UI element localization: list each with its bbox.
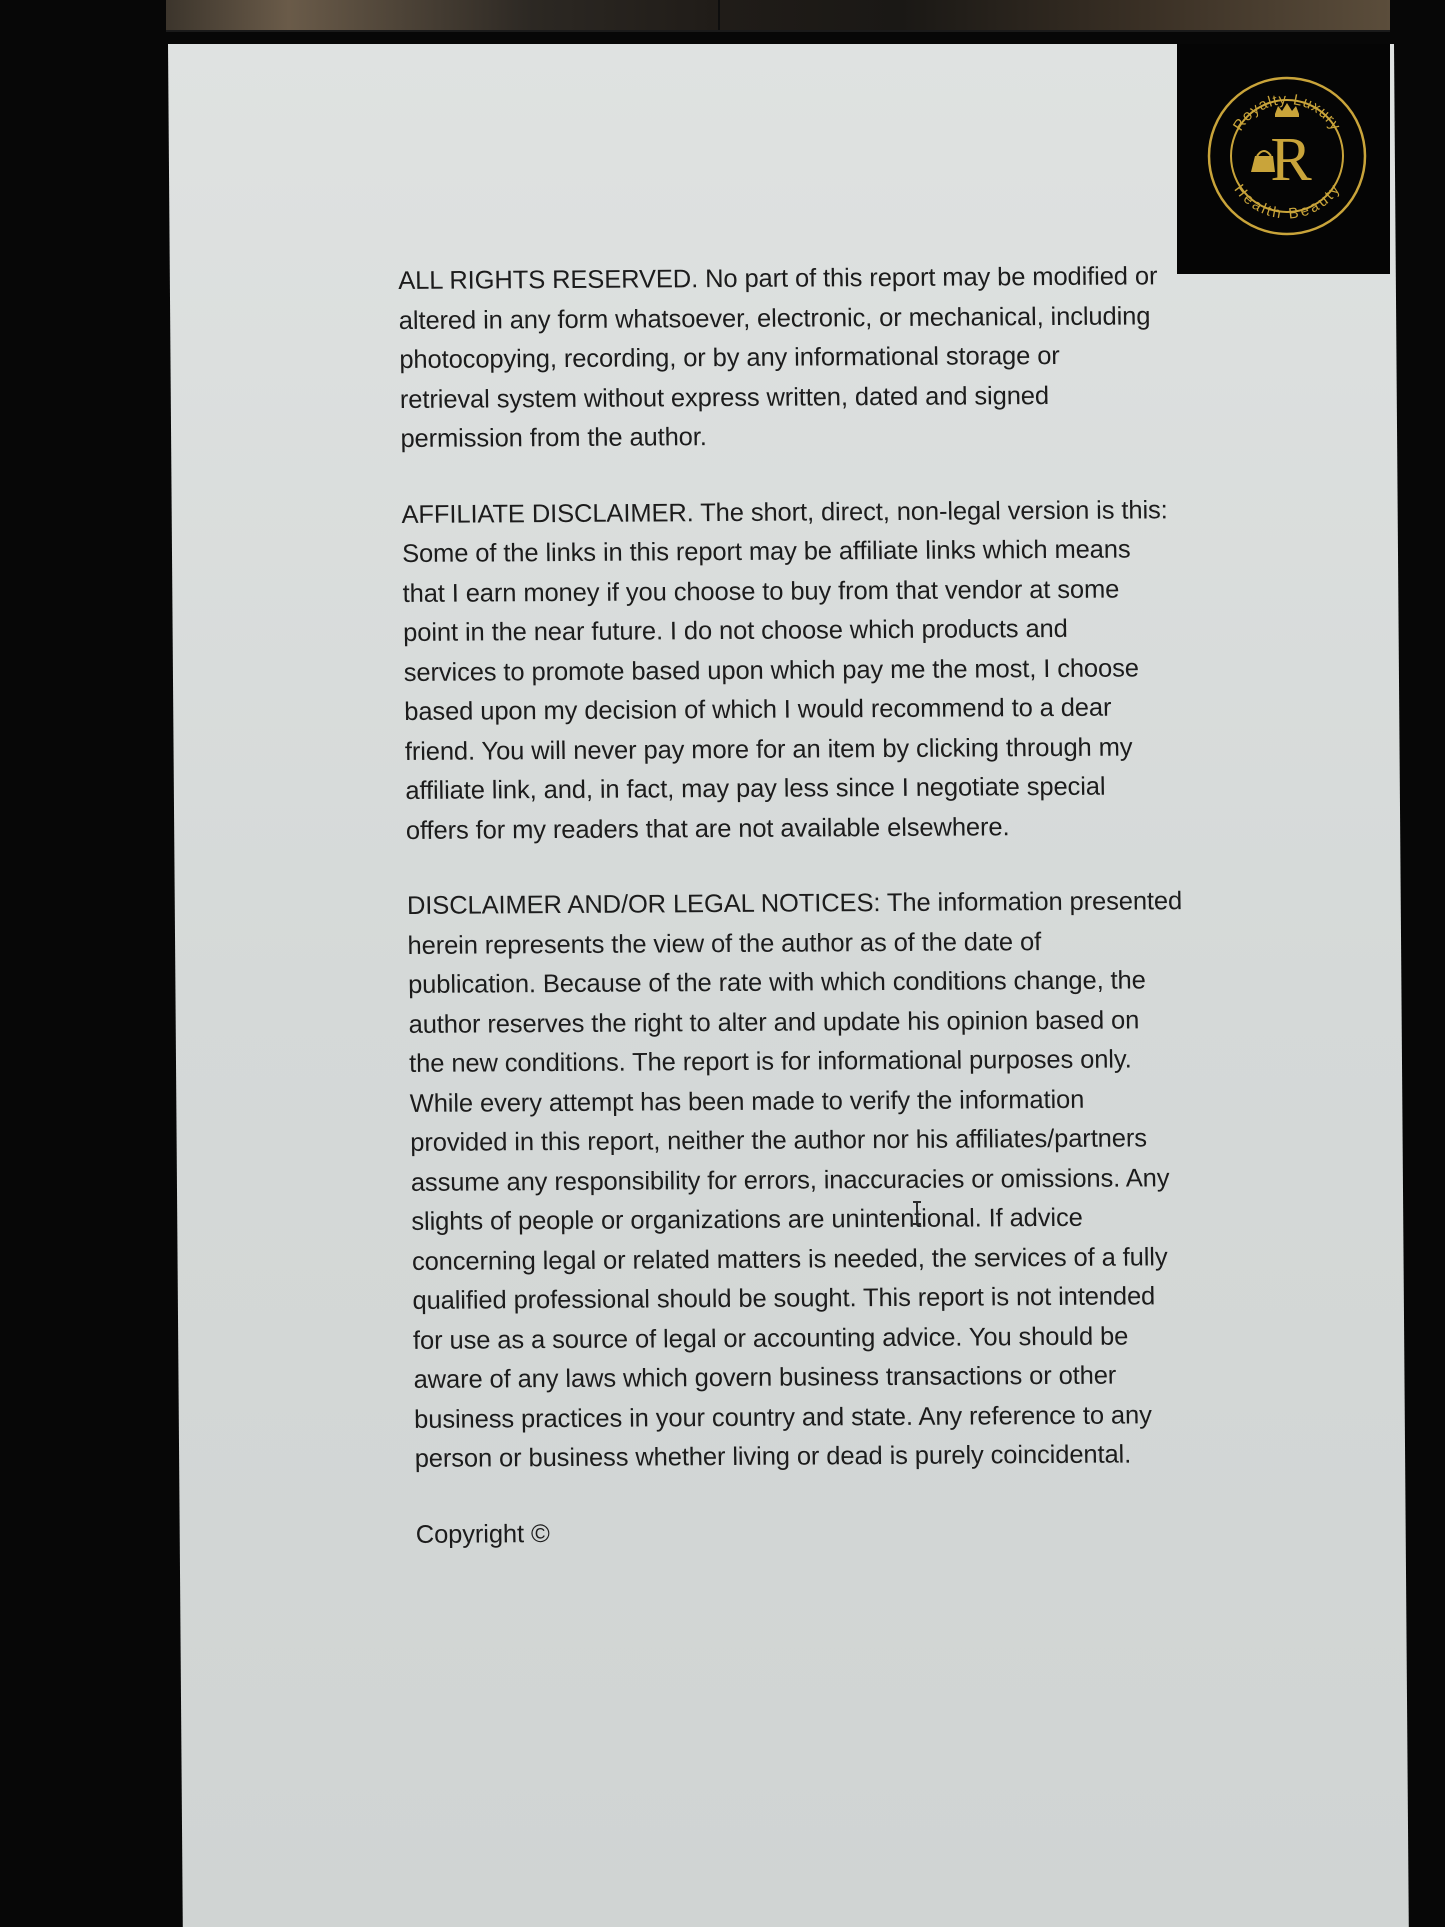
document-body	[398, 257, 1217, 1591]
strip-divider	[718, 0, 720, 30]
brand-logo	[1177, 44, 1390, 274]
logo-emblem-icon	[1207, 76, 1367, 236]
affiliate-disclaimer-paragraph: AFFILIATE DISCLAIMER. The short, direct, non-legal version is this: Some of the links in this report may be affiliate links which means that I earn money if you choose to buy from that vendor at some point in the near future. I do not choose which products and services to promote based upon which pay me the most, I choose based upon my decision of which I would recommend to a dear friend. You will never pay more for an item by clicking through my affiliate link, and, in fact, may pay less since I negotiate special offers for my readers that are not available elsewhere.	[401, 495, 1168, 845]
copyright-line: Copyright ©	[415, 1519, 550, 1549]
top-image-strip	[166, 0, 1390, 32]
text-cursor-icon	[910, 1200, 924, 1226]
rights-reserved-paragraph: ALL RIGHTS RESERVED. No part of this report may be modified or altered in any form whatsoever, electronic, or mechanical, including photocopying, recording, or by any informational storage or retrieval system without express written, dated and signed permission from the author.	[398, 262, 1158, 453]
legal-notices-paragraph: DISCLAIMER AND/OR LEGAL NOTICES: The information presented herein represents the view of the author as of the date of publication. Because of the rate with which conditions change, the author reserves the right to alter and update his opinion based on the new conditions. The report is for informational purposes only. While every attempt has been made to verify the information provided in this report, neither the author nor his affiliates/partners assume any responsibility for errors, inaccuracies or omissions. Any slights of people or organizations are unintentional. If advice concerning legal or related matters is needed, the services of a fully qualified professional should be sought. This report is not intended for use as a source of legal or accounting advice. You should be aware of any laws which govern business transactions or other business practices in your country and state. Any reference to any person or business whether living or dead is purely coincidental.	[406, 887, 1183, 1473]
logo-monogram: R	[1270, 126, 1312, 194]
logo-top-text: Royalty Luxury	[1229, 90, 1345, 135]
logo-bottom-text: Health Beauty	[1230, 181, 1344, 223]
